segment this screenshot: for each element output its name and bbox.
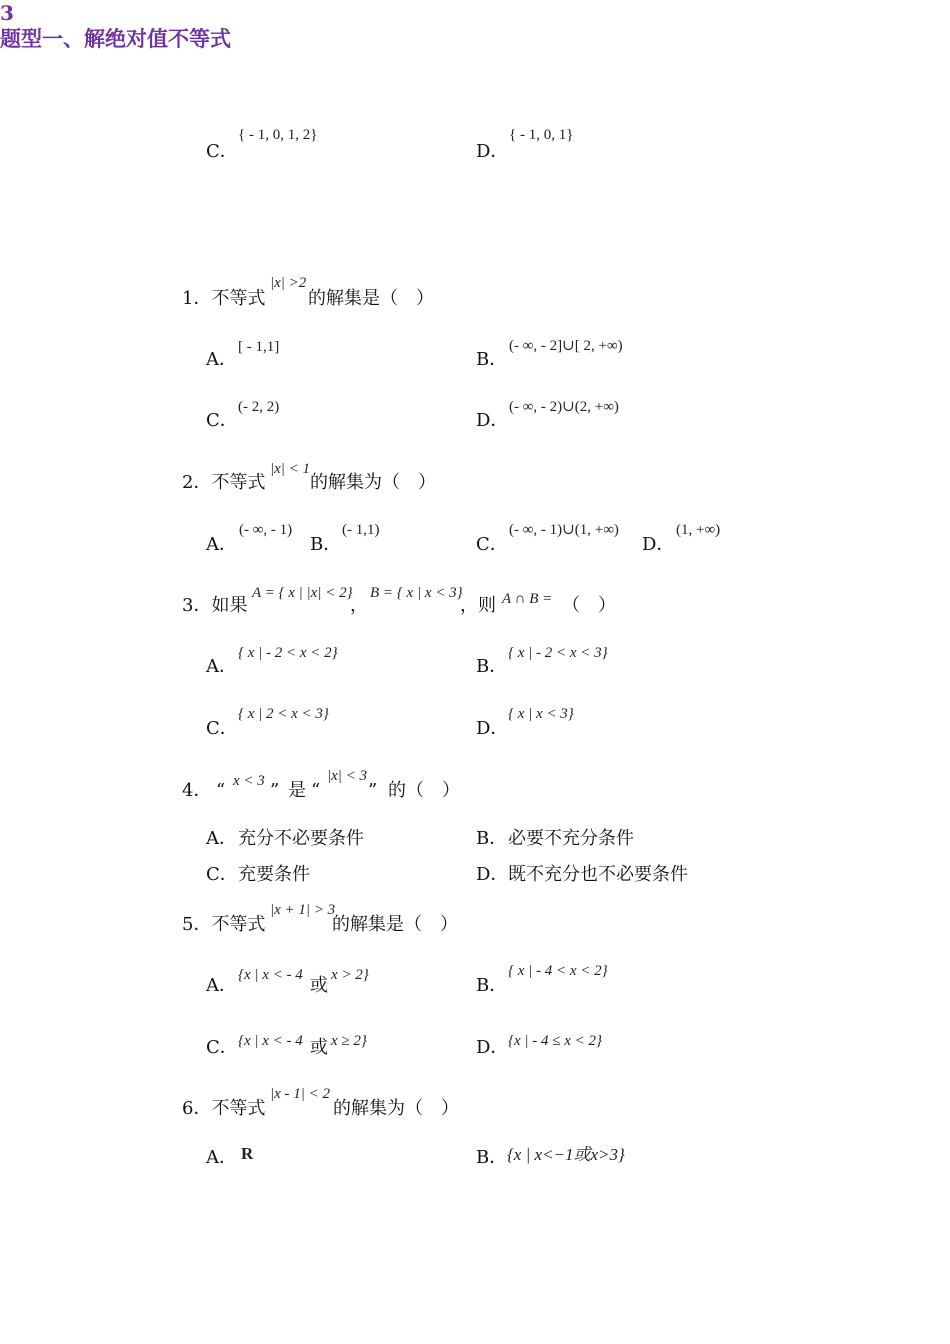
q3-option-d-label: D． (476, 718, 509, 739)
q5-option-d-label: D． (476, 1037, 509, 1058)
q2-stem-suffix: 的解集为（ ） (310, 472, 436, 493)
q1-option-d-label: D． (476, 410, 509, 431)
q1-option-c-label: C． (206, 410, 238, 431)
q4-close-quote-2: ” (368, 780, 378, 801)
q5-option-b-math: { x | - 4 < x < 2} (508, 963, 608, 979)
option-c-label: C． (206, 141, 238, 162)
q2-option-d-label: D． (642, 534, 675, 555)
q5-stem-math: |x + 1| > 3 (270, 902, 336, 918)
q5-option-c-label: C． (206, 1037, 238, 1058)
option-d-label: D． (476, 141, 509, 162)
q4-option-c-label: C． (206, 864, 238, 885)
q5-stem-suffix: 的解集是（ ） (332, 914, 458, 935)
q5-option-a-or: 或 (310, 975, 328, 996)
q3-option-c-math: { x | 2 < x < 3} (238, 706, 329, 722)
q5-option-c-math-2: x ≥ 2} (331, 1033, 367, 1049)
q4-open-quote: “ (216, 780, 226, 801)
q4-option-b-text: 必要不充分条件 (508, 828, 634, 849)
q3-option-a-label: A． (206, 656, 237, 677)
q2-option-c-label: C． (476, 534, 508, 555)
q1-stem-prefix: 1．不等式 (182, 288, 266, 309)
q6-option-a-math: R (241, 1144, 254, 1163)
q3-stem-prefix: 3．如果 (182, 595, 248, 616)
q1-option-c-math: (- 2, 2) (238, 399, 280, 415)
q4-option-b-label: B． (476, 828, 508, 849)
q6-option-b-label: B． (476, 1147, 508, 1168)
q2-option-b-label: B． (310, 534, 342, 555)
q2-option-c-math: (- ∞, - 1)∪(1, +∞) (509, 522, 619, 538)
section-number: 3 (0, 1, 14, 25)
q1-option-a-label: A． (206, 349, 237, 370)
q6-stem-prefix: 6．不等式 (182, 1098, 266, 1119)
q3-option-d-math: { x | x < 3} (508, 706, 574, 722)
q2-option-b-math: (- 1,1) (342, 522, 380, 538)
q5-option-b-label: B． (476, 975, 508, 996)
q4-stem-prefix: 4． (182, 780, 212, 801)
q6-option-a-label: A． (206, 1147, 237, 1168)
q3-option-a-math: { x | - 2 < x < 2} (238, 645, 338, 661)
q5-option-a-math: {x | x < - 4 (238, 967, 303, 983)
q4-stem-math-a: x < 3 (233, 773, 265, 789)
q3-stem-math-a: A = { x | |x| < 2} (252, 585, 353, 601)
q5-option-c-math: {x | x < - 4 (238, 1033, 303, 1049)
q4-option-d-text: 既不充分也不必要条件 (508, 864, 688, 885)
q5-option-d-math: {x | - 4 ≤ x < 2} (508, 1033, 603, 1049)
q4-option-d-label: D． (476, 864, 509, 885)
q3-option-c-label: C． (206, 718, 238, 739)
q5-option-a-label: A． (206, 975, 237, 996)
q4-option-c-text: 充要条件 (238, 864, 310, 885)
q1-option-d-math: (- ∞, - 2)∪(2, +∞) (509, 399, 619, 415)
q2-option-a-label: A． (206, 534, 237, 555)
q3-stem-separator: ， (350, 595, 368, 616)
q3-stem-math-b: B = { x | x < 3} (370, 585, 463, 601)
q4-option-a-text: 充分不必要条件 (238, 828, 364, 849)
q6-stem-suffix: 的解集为（ ） (333, 1098, 459, 1119)
q1-option-b-math: (- ∞, - 2]∪[ 2, +∞) (509, 338, 623, 354)
q4-stem-math-b: |x| < 3 (327, 768, 368, 784)
q6-stem-math: |x - 1| < 2 (270, 1086, 331, 1102)
q4-option-a-label: A． (206, 828, 237, 849)
q4-open-quote-2: “ (311, 780, 321, 801)
q4-stem-middle: 是 (288, 780, 306, 801)
q5-option-c-or: 或 (310, 1037, 328, 1058)
q2-stem-prefix: 2．不等式 (182, 472, 266, 493)
q6-option-b-math: {x | x<−1或x>3} (507, 1145, 625, 1164)
q1-stem-math: |x| >2 (270, 275, 307, 291)
option-d-math: { - 1, 0, 1} (509, 127, 574, 143)
q1-option-b-label: B． (476, 349, 508, 370)
section-title: 题型一、解绝对值不等式 (0, 26, 231, 51)
q3-stem-middle: ，则 (460, 595, 496, 616)
q4-close-quote: ” (270, 780, 280, 801)
q5-option-a-math-2: x > 2} (331, 967, 369, 983)
option-c-math: { - 1, 0, 1, 2} (238, 127, 318, 143)
q2-stem-math: |x| < 1 (270, 461, 311, 477)
q3-option-b-math: { x | - 2 < x < 3} (508, 645, 608, 661)
q4-stem-suffix: 的（ ） (388, 780, 460, 801)
q5-stem-prefix: 5．不等式 (182, 914, 266, 935)
q3-option-b-label: B． (476, 656, 508, 677)
q1-stem-suffix: 的解集是（ ） (308, 288, 434, 309)
q3-stem-math-c: A ∩ B = (502, 591, 553, 607)
q2-option-a-math: (- ∞, - 1) (239, 522, 293, 538)
q3-stem-suffix: （ ） (562, 595, 616, 616)
q1-option-a-math: [ - 1,1] (238, 339, 280, 355)
q2-option-d-math: (1, +∞) (676, 522, 721, 538)
